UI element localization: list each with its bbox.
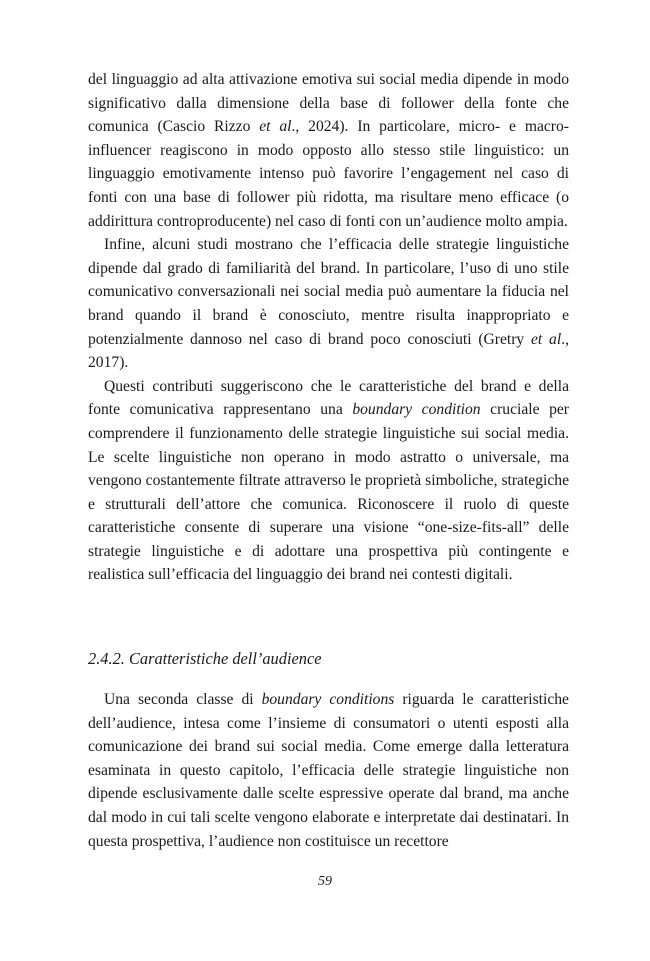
text-run: Una seconda classe di xyxy=(104,691,262,708)
paragraph-1 xyxy=(88,68,569,233)
paragraph-2 xyxy=(88,233,569,375)
italic-text: boundary conditions xyxy=(261,691,395,708)
paragraph-3 xyxy=(88,375,569,587)
section-heading: 2.4.2. Caratteristiche dell’audience xyxy=(88,649,322,668)
text-run: del linguaggio ad alta attivazione emotiva sui social media dipende in modo significativo dalla dimensione della base di follower della fonte che comunica (Cascio Rizzo xyxy=(88,71,569,136)
page-number: 59 xyxy=(318,874,332,889)
italic-text: boundary condition xyxy=(352,401,481,419)
text-run: cruciale per comprendere il funzionamento delle strategie linguistiche sui social media. Le scelte linguistiche non operano in modo astratto o universale, ma vengono costantemente filtrate attraverso le proprietà simboliche, strategiche e strutturali dell’attore che comunica. Riconoscere il ruolo di queste caratteristiche consente di superare una visione “one-size-fits-all” delle strategie linguistiche e di adottare una prospettiva più contingente e realistica sull’efficacia del linguaggio dei brand nei contesti digitali. xyxy=(88,401,569,584)
text-run: Questi contributi suggeriscono che le caratteristiche del brand e della fonte comunicativa rappresentano una xyxy=(88,377,569,419)
italic-text: et al xyxy=(531,330,562,348)
body-text-top xyxy=(88,68,569,587)
text-run: riguarda le caratteristiche dell’audience, intesa come l’insieme di consumatori o utenti esposti alla comunicazione dei brand sui social media. Come emerge dalla letteratura esaminata in questo capitolo, l’efficacia delle strategie linguistiche non dipende esclusivamente dalle scelte espressive operate dal brand, ma anche dal modo in cui tali scelte vengono elaborate e interpretate dai destinatari. In questa prospettiva, l’audience non costituisce un recettore xyxy=(88,691,569,850)
text-run: ., 2017). xyxy=(88,330,569,372)
text-run: ., 2024). In particolare, micro- e macro-influencer reagiscono in modo opposto allo stesso stile linguistico: un linguaggio emotivamente intenso può favorire l’engagement nel caso di fonti con una base di follower più ridotta, ma risultare meno efficace (o addirittura controproducente) nel caso di fonti con un’audience molto ampia. xyxy=(88,118,569,230)
italic-text: et al xyxy=(259,118,292,136)
text-run: Infine, alcuni studi mostrano che l’efficacia delle strategie linguistiche dipende dal grado di familiarità del brand. In particolare, l’uso di uno stile comunicativo conversazionali nei social media può aumentare la fiducia nel brand quando il brand è conosciuto, mentre risulta inappropriato e potenzialmente dannoso nel caso di brand poco conosciuti (Gretry xyxy=(88,236,569,348)
body-text-bottom xyxy=(88,688,569,853)
paragraph-4 xyxy=(88,688,569,853)
